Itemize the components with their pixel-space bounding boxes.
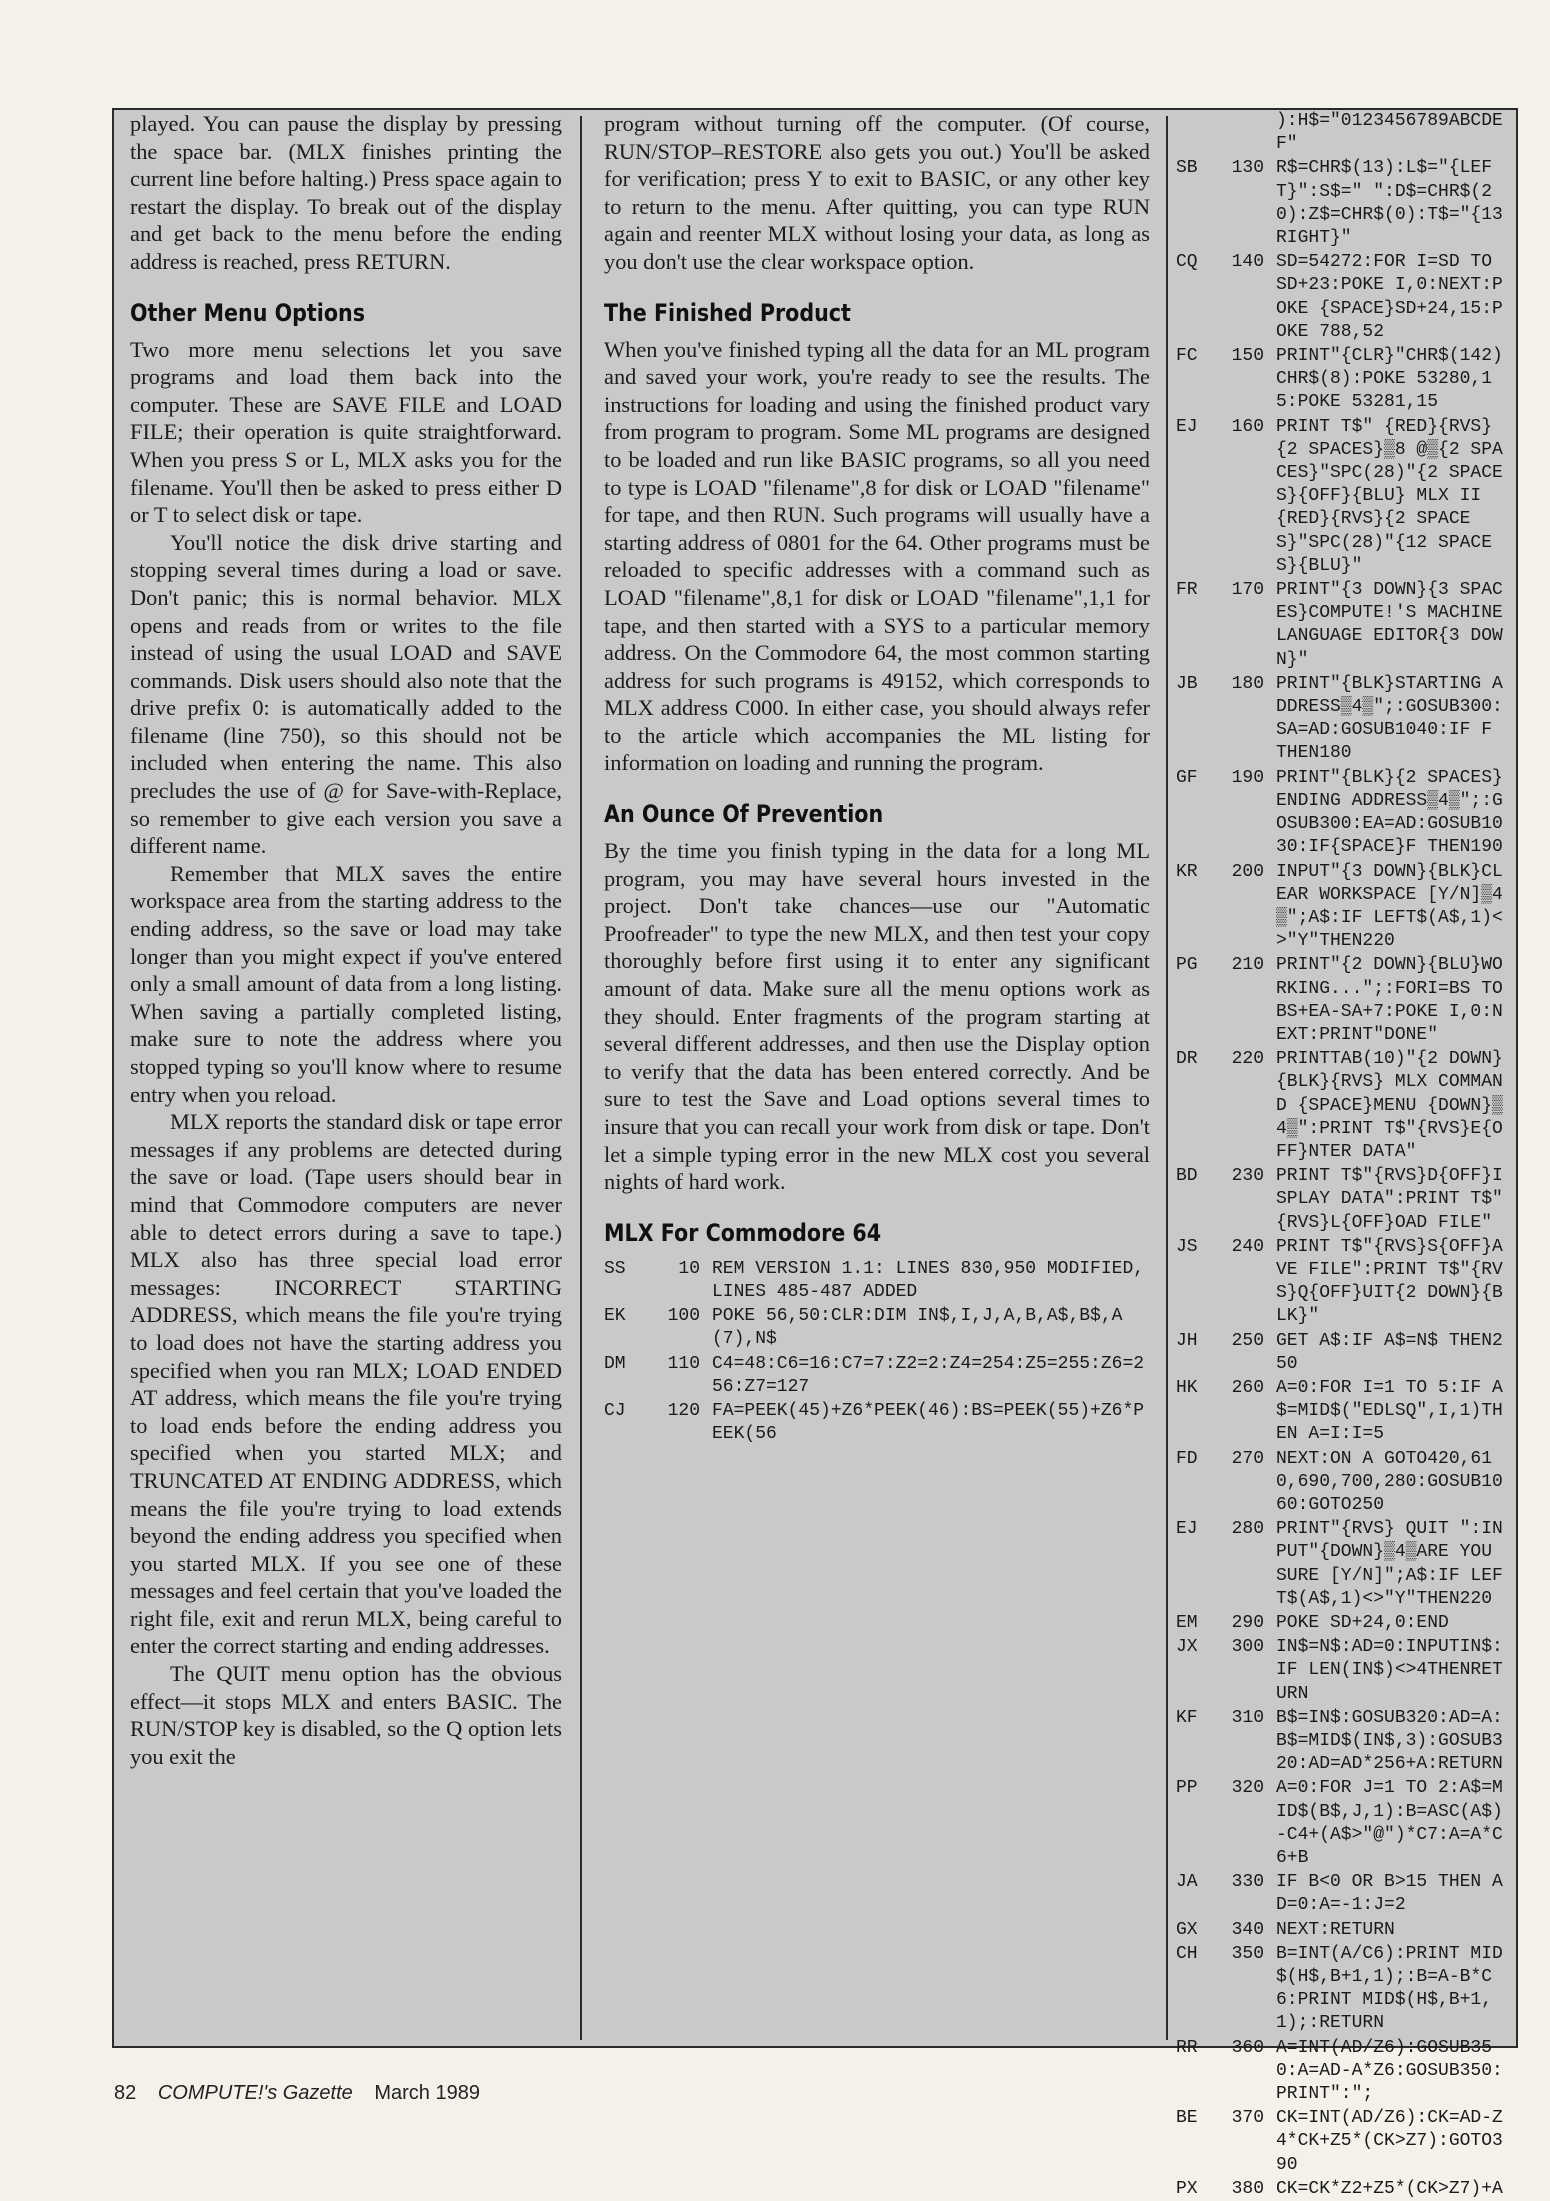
code-line: [1176, 673, 1510, 766]
code-text: PRINT"{3 DOWN}{3 SPACES}COMPUTE!'S MACHINE LANGUAGE EDITOR{3 DOWN}": [1276, 580, 1514, 670]
line-number: 290: [1231, 1613, 1264, 1633]
line-number: 170: [1231, 580, 1264, 601]
code-line: [1176, 1518, 1510, 1611]
line-number: 300: [1231, 1637, 1264, 1658]
code-text: PRINT"{BLK}STARTING ADDRESS▒4▒";:GOSUB300:SA=AD:GOSUB1040:IF F THEN180: [1276, 673, 1503, 764]
code-text: PRINT T$"{RVS}D{OFF}ISPLAY DATA":PRINT T$"{RVS}L{OFF}OAD FILE": [1276, 1166, 1503, 1233]
code-text: IN$=N$:AD=0:INPUTIN$:IF LEN(IN$)<>4THENRETURN: [1276, 1637, 1503, 1704]
checksum: SB: [1176, 158, 1198, 179]
code-listing-part-1: [604, 1258, 1155, 1447]
code-line: [1176, 2107, 1510, 2177]
line-number: 270: [1231, 1448, 1264, 1469]
heading-ounce-of-prevention: An Ounce Of Prevention: [604, 800, 884, 829]
code-line: [1176, 157, 1514, 250]
line-number: 220: [1231, 1049, 1264, 1070]
code-text: A=0:FOR I=1 TO 5:IF A$=MID$("EDLSQ",I,1)THEN A=I:I=5: [1276, 1377, 1503, 1445]
code-text: B$=IN$:GOSUB320:AD=A:B$=MID$(IN$,3):GOSUB320:AD=AD*256+A:RETURN: [1276, 1707, 1503, 1775]
code-line: [1176, 1612, 1510, 1635]
checksum: FR: [1176, 580, 1198, 601]
column-1: [114, 110, 572, 2046]
checksum: CJ: [604, 1401, 626, 1421]
heading-other-menu-options: Other Menu Options: [130, 298, 366, 327]
column-divider: [1166, 116, 1168, 2040]
code-text: SD=54272:FOR I=SD TO SD+23:POKE I,0:NEXT:POKE {SPACE}SD+24,15:POKE 788,52: [1276, 252, 1503, 342]
paragraph: The QUIT menu option has the obvious effect—it stops MLX and enters BASIC. The RUN/STOP key is disabled, so the Q option lets you exit the: [130, 1661, 562, 1769]
heading-listing-title: MLX For Commodore 64: [604, 1218, 882, 1247]
code-text: FA=PEEK(45)+Z6*PEEK(46):BS=PEEK(55)+Z6*PEEK(56: [712, 1401, 1145, 1445]
checksum: EK: [604, 1306, 626, 1327]
code-line: [1176, 1377, 1510, 1447]
checksum: PP: [1176, 1778, 1198, 1799]
code-line: [1176, 1777, 1510, 1870]
line-number: 190: [1231, 767, 1264, 788]
line-number: 320: [1231, 1778, 1264, 1799]
line-number: 140: [1231, 252, 1264, 273]
code-line: [1176, 1236, 1510, 1329]
code-line: [1176, 954, 1514, 1047]
page-number: 82: [114, 2082, 137, 2104]
paragraph: played. You can pause the display by pressing the space bar. (MLX finishes printing the current line before halting.) Press space again to restart the display. To break out of the display and get back to the menu before the ending address is reached, press RETURN.: [130, 111, 562, 274]
code-line: [1176, 1871, 1510, 1917]
checksum: JX: [1176, 1637, 1198, 1658]
checksum: RR: [1176, 2037, 1198, 2058]
line-number: 160: [1231, 416, 1264, 437]
checksum: EM: [1176, 1613, 1198, 1633]
code-text: PRINT T$"{RVS}S{OFF}AVE FILE":PRINT T$"{RVS}Q{OFF}UIT{2 DOWN}{BLK}": [1276, 1236, 1503, 1327]
checksum: EJ: [1176, 416, 1198, 437]
code-text: GET A$:IF A$=N$ THEN250: [1276, 1330, 1503, 1374]
checksum: JH: [1176, 1330, 1198, 1351]
checksum: KF: [1176, 1707, 1198, 1728]
checksum: EJ: [1176, 1519, 1198, 1540]
code-line: [1176, 1165, 1510, 1235]
magazine-name: COMPUTE!'s Gazette: [157, 2082, 353, 2104]
paragraph: MLX reports the standard disk or tape error messages if any problems are detected during the save or load. (Tape users should bear in mind that Commodore computers are never able to detect errors during a save to tape.) MLX also has three special load error messages: INCORRECT STARTING ADDRESS, which means the file you're trying to load does not have the starting address you specified when you ran MLX; LOAD ENDED AT address, which means the file you're trying to load ends before the ending address you specified when you started MLX; and TRUNCATED AT ENDING ADDRESS, which means the file you're trying to load extends beyond the ending address you specified when you started MLX. If you see one of these messages and feel certain that you've loaded the right file, exit and rerun MLX, being careful to enter the correct starting and ending addresses.: [130, 1109, 562, 1659]
code-text: IF B<0 OR B>15 THEN AD=0:A=-1:J=2: [1276, 1872, 1503, 1916]
column-2: [590, 110, 1158, 2046]
code-text: PRINT"{2 DOWN}{BLU}WORKING...";:FORI=BS TO BS+EA-SA+7:POKE I,0:NEXT:PRINT"DONE": [1276, 955, 1514, 1045]
issue-date: March 1989: [374, 2082, 480, 2104]
line-number: 10: [678, 1258, 700, 1279]
line-number: 200: [1231, 861, 1264, 882]
paragraph: You'll notice the disk drive starting and stopping several times during a load or save. Don't panic; this is normal behavior. MLX opens and reads from or writes to the file instead of using the usual LOAD and SAVE commands. Disk users should also note that the drive prefix 0: is automatically added to the filename (line 750), so this should not be included when entering the name. This also precludes the use of @ for Save-with-Replace, so remember to give each version you save a different name.: [130, 529, 562, 859]
page-footer: [114, 2082, 480, 2105]
code-line: [1176, 1919, 1510, 1942]
line-number: 180: [1231, 673, 1264, 694]
line-number: 100: [667, 1306, 700, 1327]
code-line: [1176, 2178, 1510, 2201]
column-3-listing: [1176, 110, 1516, 2199]
checksum: DR: [1176, 1049, 1198, 1070]
line-number: 330: [1231, 1872, 1264, 1893]
line-number: 130: [1231, 158, 1264, 179]
code-line: [1176, 1448, 1510, 1518]
code-text: NEXT:ON A GOTO420,610,690,700,280:GOSUB1060:GOTO250: [1276, 1448, 1503, 1515]
line-number: 230: [1231, 1166, 1264, 1187]
checksum: HK: [1176, 1377, 1198, 1398]
code-text: ):H$="0123456789ABCDEF": [1276, 111, 1503, 155]
checksum: GF: [1176, 767, 1198, 788]
code-text: R$=CHR$(13):L$="{LEFT}":S$=" ":D$=CHR$(20):Z$=CHR$(0):T$="{13 RIGHT}": [1276, 158, 1514, 249]
code-text: PRINT"{CLR}"CHR$(142)CHR$(8):POKE 53280,15:POKE 53281,15: [1276, 346, 1503, 413]
line-number: 240: [1231, 1236, 1264, 1257]
line-number: 350: [1231, 1943, 1264, 1964]
code-listing-part-2: [1176, 110, 1514, 2201]
code-line: [604, 1305, 1150, 1351]
checksum: JS: [1176, 1236, 1198, 1257]
code-text: INPUT"{3 DOWN}{BLK}CLEAR WORKSPACE [Y/N]▒4▒";A$:IF LEFT$(A$,1)<>"Y"THEN220: [1276, 861, 1503, 952]
line-number: 280: [1231, 1519, 1264, 1540]
code-line: [604, 1258, 1155, 1304]
paragraph: By the time you finish typing in the data for a long ML program, you may have several hours invested in the project. Don't take chances—use our "Automatic Proofreader" to type the new MLX, and then test your copy thoroughly before first using it to enter any significant amount of data. Make sure all the menu options work as they should. Enter fragments of the program starting at several different addresses, and then use the Display option to verify that the data has been entered correctly. And be sure to test the Save and Load options several times to insure that you can recall your work from disk or tape. Don't let a simple typing error in the new MLX cost you several nights of hard work.: [604, 838, 1150, 1195]
code-line: [1176, 861, 1510, 954]
checksum: BD: [1176, 1166, 1198, 1187]
paragraph: program without turning off the computer. (Of course, RUN/STOP–RESTORE also gets you out.) You'll be asked for verification; press Y to exit to BASIC, or any other key to return to the menu. After quitting, you can type RUN again and reenter MLX without losing your data, as long as you don't use the clear workspace option.: [604, 111, 1150, 274]
code-line: [604, 1400, 1150, 1446]
code-text: PRINT"{RVS} QUIT ":INPUT"{DOWN}▒4▒ARE YOU SURE [Y/N]";A$:IF LEFT$(A$,1)<>"Y"THEN220: [1276, 1519, 1503, 1609]
line-number: 110: [667, 1353, 700, 1374]
code-text: REM VERSION 1.1: LINES 830,950 MODIFIED, LINES 485-487 ADDED: [712, 1258, 1155, 1302]
heading-finished-product: The Finished Product: [604, 298, 851, 327]
code-line: [1176, 1636, 1510, 1706]
line-number: 360: [1231, 2037, 1264, 2058]
code-line: [604, 1353, 1150, 1399]
code-line: [1176, 1330, 1510, 1376]
checksum: JB: [1176, 673, 1198, 694]
line-number: 120: [667, 1401, 700, 1421]
code-line: [1176, 2037, 1510, 2107]
checksum: FD: [1176, 1448, 1198, 1469]
code-text: A=0:FOR J=1 TO 2:A$=MID$(B$,J,1):B=ASC(A$)-C4+(A$>"@")*C7:A=A*C6+B: [1276, 1778, 1503, 1869]
column-divider: [580, 116, 582, 2040]
checksum: GX: [1176, 1919, 1198, 1940]
code-text: B=INT(A/C6):PRINT MID$(H$,B+1,1);:B=A-B*C6:PRINT MID$(H$,B+1,1);:RETURN: [1276, 1943, 1503, 2034]
line-number: 150: [1231, 346, 1264, 367]
code-text: A=INT(AD/Z6):GOSUB350:A=AD-A*Z6:GOSUB350:PRINT":";: [1276, 2037, 1503, 2105]
code-text: POKE 56,50:CLR:DIM IN$,I,J,A,B,A$,B$,A(7),N$: [712, 1306, 1123, 1350]
checksum: DM: [604, 1353, 626, 1374]
checksum: CH: [1176, 1943, 1198, 1964]
line-number: 250: [1231, 1330, 1264, 1351]
line-number: 370: [1231, 2108, 1264, 2129]
checksum: SS: [604, 1258, 626, 1279]
checksum: CQ: [1176, 252, 1198, 273]
line-number: 310: [1231, 1707, 1264, 1728]
code-text: NEXT:RETURN: [1276, 1919, 1395, 1940]
code-line: [1176, 579, 1514, 672]
code-line: [1176, 110, 1510, 156]
checksum: JA: [1176, 1872, 1198, 1893]
code-line: [1176, 1943, 1510, 2036]
checksum: FC: [1176, 346, 1198, 367]
line-number: 380: [1231, 2178, 1264, 2199]
checksum: PX: [1176, 2178, 1198, 2199]
paragraph: When you've finished typing all the data for an ML program and saved your work, you're ready to see the results. The instructions for loading and using the finished product vary from program to program. Some ML programs are designed to be loaded and run like BASIC programs, so all you need to type is LOAD "filename",8 for disk or LOAD "filename" for tape, and then RUN. Such programs will usually have a starting address of 0801 for the 64. Other programs must be reloaded to specific addresses with a command such as LOAD "filename",8,1 for disk or LOAD "filename",1,1 for tape, and then started with a SYS to a particular memory address. On the Commodore 64, the most common starting address for such programs is 49152, which corresponds to MLX address C000. In either case, you should always refer to the article which accompanies the ML listing for information on loading and running the program.: [604, 336, 1150, 776]
paragraph: Two more menu selections let you save programs and load them back into the computer. These are SAVE FILE and LOAD FILE; their operation is quite straightforward. When you press S or L, MLX asks you for the filename. You'll then be asked to press either D or T to select disk or tape.: [130, 336, 562, 528]
code-line: [1176, 1048, 1510, 1164]
checksum: PG: [1176, 955, 1198, 976]
code-text: POKE SD+24,0:END: [1276, 1613, 1449, 1633]
code-line: [1176, 345, 1510, 415]
checksum: BE: [1176, 2108, 1198, 2129]
paragraph: Remember that MLX saves the entire workspace area from the starting address to the ending address, so the save or load may take longer than you might expect if you've entered only a small amount of data from a long listing. When saving a partially completed listing, make sure to note the address where you stopped typing so you'll know where to resume entry when you reload.: [130, 860, 562, 1107]
code-text: PRINT"{BLK}{2 SPACES}ENDING ADDRESS▒4▒";:GOSUB300:EA=AD:GOSUB1030:IF{SPACE}F THEN190: [1276, 767, 1503, 858]
code-text: CK=CK*Z2+Z5*(CK>Z7)+A: [1276, 2178, 1503, 2199]
code-text: PRINTTAB(10)"{2 DOWN}{BLK}{RVS} MLX COMMAND {SPACE}MENU {DOWN}▒4▒":PRINT T$"{RVS}E{OFF}NTER DATA": [1276, 1049, 1503, 1162]
line-number: 210: [1231, 955, 1264, 976]
line-number: 260: [1231, 1377, 1264, 1398]
code-line: [1176, 1707, 1510, 1777]
code-text: PRINT T$" {RED}{RVS}{2 SPACES}▒8 @▒{2 SPACES}"SPC(28)"{2 SPACES}{OFF}{BLU} MLX II {RED}{RVS}{2 SPACES}"SPC(28)"{12 SPACES}{BLU}": [1276, 416, 1503, 576]
code-text: C4=48:C6=16:C7=7:Z2=2:Z4=254:Z5=255:Z6=256:Z7=127: [712, 1353, 1145, 1397]
code-line: [1176, 251, 1510, 344]
code-line: [1176, 767, 1510, 860]
line-number: 340: [1231, 1919, 1264, 1940]
checksum: KR: [1176, 861, 1198, 882]
code-text: CK=INT(AD/Z6):CK=AD-Z4*CK+Z5*(CK>Z7):GOTO390: [1276, 2108, 1503, 2175]
code-line: [1176, 416, 1510, 578]
